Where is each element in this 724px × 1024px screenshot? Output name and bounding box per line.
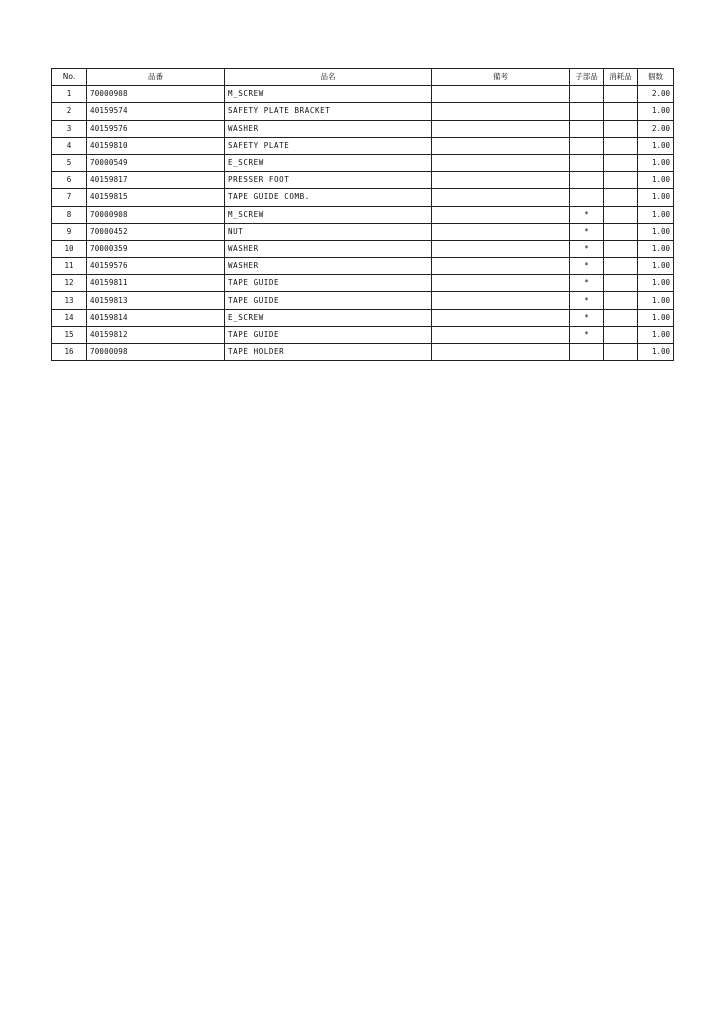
table-row [52,206,674,223]
cell-remarks [432,223,570,240]
header-part-name: 品名 [225,69,432,86]
cell-sub-part-mark: * [570,223,604,240]
header-quantity: 個数 [638,69,674,86]
cell-quantity: 1.00 [638,258,674,275]
cell-consumable-mark [604,309,638,326]
cell-part-name: WASHER [225,258,432,275]
cell-consumable-mark [604,275,638,292]
cell-part-code: 40159815 [87,189,225,206]
table-row [52,275,674,292]
cell-no: 10 [52,240,87,257]
cell-quantity: 1.00 [638,154,674,171]
cell-sub-part-mark: * [570,240,604,257]
table-body [52,86,674,361]
cell-part-code: 40159574 [87,103,225,120]
table-row [52,258,674,275]
cell-no: 8 [52,206,87,223]
cell-consumable-mark [604,154,638,171]
table-row [52,240,674,257]
cell-sub-part-mark: * [570,258,604,275]
cell-part-name: TAPE HOLDER [225,344,432,361]
cell-part-name: SAFETY PLATE BRACKET [225,103,432,120]
cell-sub-part-mark [570,189,604,206]
header-consumable: 消耗品 [604,69,638,86]
cell-no: 13 [52,292,87,309]
cell-no: 15 [52,326,87,343]
cell-remarks [432,103,570,120]
header-sub-part: 子部品 [570,69,604,86]
cell-part-code: 40159814 [87,309,225,326]
cell-part-name: TAPE GUIDE [225,292,432,309]
cell-quantity: 1.00 [638,344,674,361]
cell-part-code: 70000098 [87,344,225,361]
cell-quantity: 1.00 [638,292,674,309]
cell-consumable-mark [604,172,638,189]
cell-consumable-mark [604,103,638,120]
cell-part-name: NUT [225,223,432,240]
cell-consumable-mark [604,240,638,257]
cell-consumable-mark [604,120,638,137]
table-row [52,103,674,120]
table-row [52,172,674,189]
cell-quantity: 2.00 [638,120,674,137]
cell-remarks [432,189,570,206]
cell-quantity: 1.00 [638,189,674,206]
cell-no: 9 [52,223,87,240]
cell-remarks [432,86,570,103]
header-part-code: 品番 [87,69,225,86]
cell-quantity: 1.00 [638,137,674,154]
cell-remarks [432,172,570,189]
cell-no: 16 [52,344,87,361]
cell-no: 5 [52,154,87,171]
cell-sub-part-mark [570,172,604,189]
cell-consumable-mark [604,206,638,223]
cell-consumable-mark [604,137,638,154]
cell-remarks [432,275,570,292]
table-row [52,154,674,171]
cell-quantity: 1.00 [638,172,674,189]
cell-part-code: 70000549 [87,154,225,171]
cell-part-code: 70000908 [87,206,225,223]
cell-remarks [432,137,570,154]
cell-part-name: TAPE GUIDE [225,275,432,292]
cell-part-code: 40159812 [87,326,225,343]
cell-part-name: E_SCREW [225,154,432,171]
cell-sub-part-mark: * [570,206,604,223]
cell-quantity: 1.00 [638,240,674,257]
cell-remarks [432,292,570,309]
cell-sub-part-mark: * [570,292,604,309]
cell-quantity: 1.00 [638,223,674,240]
cell-part-name: E_SCREW [225,309,432,326]
cell-remarks [432,309,570,326]
cell-part-code: 40159811 [87,275,225,292]
table-row [52,292,674,309]
cell-part-name: M_SCREW [225,86,432,103]
cell-remarks [432,240,570,257]
cell-part-name: M_SCREW [225,206,432,223]
cell-sub-part-mark [570,120,604,137]
cell-part-name: PRESSER FOOT [225,172,432,189]
cell-quantity: 1.00 [638,103,674,120]
cell-part-code: 40159576 [87,258,225,275]
table-row [52,86,674,103]
cell-consumable-mark [604,326,638,343]
cell-remarks [432,344,570,361]
cell-remarks [432,258,570,275]
table-row [52,137,674,154]
cell-remarks [432,154,570,171]
table-header-row [52,69,674,86]
cell-sub-part-mark: * [570,275,604,292]
cell-no: 12 [52,275,87,292]
cell-no: 2 [52,103,87,120]
cell-no: 3 [52,120,87,137]
cell-part-code: 70000359 [87,240,225,257]
cell-part-code: 70000452 [87,223,225,240]
cell-consumable-mark [604,86,638,103]
cell-no: 1 [52,86,87,103]
cell-quantity: 2.00 [638,86,674,103]
cell-sub-part-mark [570,103,604,120]
cell-consumable-mark [604,292,638,309]
header-no: No. [52,69,87,86]
cell-part-name: WASHER [225,240,432,257]
cell-quantity: 1.00 [638,206,674,223]
table-row [52,309,674,326]
cell-part-code: 40159813 [87,292,225,309]
parts-list-table [51,68,674,361]
cell-no: 11 [52,258,87,275]
cell-consumable-mark [604,344,638,361]
cell-no: 4 [52,137,87,154]
cell-sub-part-mark [570,154,604,171]
cell-sub-part-mark [570,137,604,154]
cell-no: 6 [52,172,87,189]
cell-sub-part-mark: * [570,326,604,343]
table-row [52,223,674,240]
cell-part-name: WASHER [225,120,432,137]
cell-remarks [432,206,570,223]
cell-remarks [432,120,570,137]
table-row [52,344,674,361]
cell-consumable-mark [604,258,638,275]
header-remarks: 備考 [432,69,570,86]
table-row [52,189,674,206]
cell-quantity: 1.00 [638,326,674,343]
cell-part-name: SAFETY PLATE [225,137,432,154]
cell-part-code: 40159817 [87,172,225,189]
cell-part-name: TAPE GUIDE COMB. [225,189,432,206]
cell-part-code: 40159576 [87,120,225,137]
cell-part-code: 70000908 [87,86,225,103]
cell-part-code: 40159810 [87,137,225,154]
cell-remarks [432,326,570,343]
cell-sub-part-mark: * [570,309,604,326]
cell-sub-part-mark [570,344,604,361]
cell-quantity: 1.00 [638,275,674,292]
cell-consumable-mark [604,189,638,206]
cell-no: 7 [52,189,87,206]
cell-sub-part-mark [570,86,604,103]
cell-quantity: 1.00 [638,309,674,326]
cell-part-name: TAPE GUIDE [225,326,432,343]
table-row [52,326,674,343]
cell-no: 14 [52,309,87,326]
cell-consumable-mark [604,223,638,240]
table-row [52,120,674,137]
